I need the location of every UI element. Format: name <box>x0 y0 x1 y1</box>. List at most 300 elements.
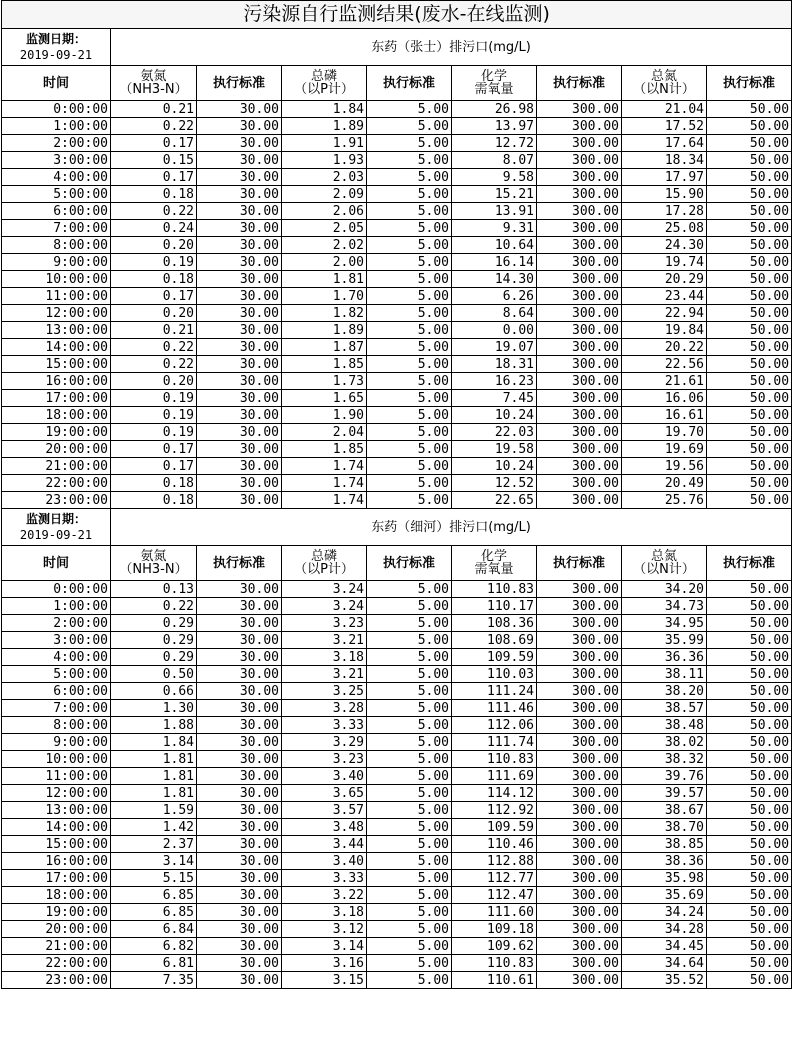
tn-standard: 50.00 <box>707 921 792 938</box>
tn-value: 16.06 <box>622 390 707 407</box>
cod-standard: 300.00 <box>537 683 622 700</box>
header-cod-line1: 化学 <box>480 549 507 564</box>
title-row <box>2 1 792 29</box>
time-cell: 16:00:00 <box>2 373 111 390</box>
time-cell: 3:00:00 <box>2 152 111 169</box>
cod-value: 8.64 <box>452 305 537 322</box>
cod-value: 13.97 <box>452 118 537 135</box>
tp-value: 1.84 <box>282 101 367 118</box>
time-cell: 14:00:00 <box>2 819 111 836</box>
cod-standard: 300.00 <box>537 356 622 373</box>
header-time: 时间 <box>2 66 111 101</box>
cod-standard: 300.00 <box>537 441 622 458</box>
tn-standard: 50.00 <box>707 492 792 509</box>
nh3-standard: 30.00 <box>197 819 282 836</box>
cod-value: 110.83 <box>452 581 537 598</box>
tp-standard: 5.00 <box>367 322 452 339</box>
tn-value: 15.90 <box>622 186 707 203</box>
cod-standard: 300.00 <box>537 305 622 322</box>
tn-value: 16.61 <box>622 407 707 424</box>
time-cell: 18:00:00 <box>2 887 111 904</box>
cod-standard: 300.00 <box>537 666 622 683</box>
nh3-value: 0.17 <box>111 288 197 305</box>
time-cell: 11:00:00 <box>2 288 111 305</box>
tp-value: 1.89 <box>282 118 367 135</box>
time-cell: 21:00:00 <box>2 458 111 475</box>
tp-value: 1.85 <box>282 441 367 458</box>
tp-standard: 5.00 <box>367 768 452 785</box>
cod-value: 110.17 <box>452 598 537 615</box>
tp-standard: 5.00 <box>367 717 452 734</box>
nh3-value: 1.84 <box>111 734 197 751</box>
nh3-standard: 30.00 <box>197 632 282 649</box>
cod-value: 10.64 <box>452 237 537 254</box>
table-row <box>2 904 792 921</box>
time-cell: 22:00:00 <box>2 955 111 972</box>
tp-standard: 5.00 <box>367 118 452 135</box>
nh3-value: 1.42 <box>111 819 197 836</box>
tn-standard: 50.00 <box>707 339 792 356</box>
tn-standard: 50.00 <box>707 836 792 853</box>
header-cod-line2: 需氧量 <box>474 562 514 577</box>
header-cod-line1: 化学 <box>480 69 507 84</box>
nh3-standard: 30.00 <box>197 322 282 339</box>
table-row <box>2 288 792 305</box>
nh3-value: 1.81 <box>111 785 197 802</box>
table-row <box>2 768 792 785</box>
table-row <box>2 220 792 237</box>
monitoring-table <box>1 0 792 989</box>
tn-standard: 50.00 <box>707 169 792 186</box>
tp-standard: 5.00 <box>367 955 452 972</box>
time-cell: 21:00:00 <box>2 938 111 955</box>
tp-value: 3.18 <box>282 649 367 666</box>
header-tp <box>282 546 367 581</box>
nh3-value: 6.85 <box>111 887 197 904</box>
nh3-standard: 30.00 <box>197 649 282 666</box>
tn-value: 21.61 <box>622 373 707 390</box>
tp-standard: 5.00 <box>367 904 452 921</box>
tp-value: 3.21 <box>282 666 367 683</box>
table-row <box>2 492 792 509</box>
cod-value: 112.47 <box>452 887 537 904</box>
nh3-value: 0.22 <box>111 339 197 356</box>
tp-standard: 5.00 <box>367 921 452 938</box>
tn-value: 19.74 <box>622 254 707 271</box>
cod-value: 7.45 <box>452 390 537 407</box>
table-row <box>2 853 792 870</box>
header-nh3 <box>111 546 197 581</box>
cod-value: 12.52 <box>452 475 537 492</box>
tp-value: 3.28 <box>282 700 367 717</box>
tp-value: 1.90 <box>282 407 367 424</box>
tn-standard: 50.00 <box>707 938 792 955</box>
tn-standard: 50.00 <box>707 785 792 802</box>
tn-value: 19.56 <box>622 458 707 475</box>
header-tp <box>282 66 367 101</box>
cod-value: 13.91 <box>452 203 537 220</box>
cod-standard: 300.00 <box>537 373 622 390</box>
nh3-value: 7.35 <box>111 972 197 989</box>
nh3-value: 0.18 <box>111 475 197 492</box>
table-body <box>2 1 792 989</box>
tn-standard: 50.00 <box>707 955 792 972</box>
time-cell: 10:00:00 <box>2 271 111 288</box>
nh3-value: 0.18 <box>111 492 197 509</box>
nh3-standard: 30.00 <box>197 581 282 598</box>
time-cell: 17:00:00 <box>2 390 111 407</box>
tp-value: 3.14 <box>282 938 367 955</box>
time-cell: 19:00:00 <box>2 904 111 921</box>
tn-standard: 50.00 <box>707 356 792 373</box>
cod-value: 22.03 <box>452 424 537 441</box>
tn-value: 38.57 <box>622 700 707 717</box>
nh3-standard: 30.00 <box>197 836 282 853</box>
cod-standard: 300.00 <box>537 186 622 203</box>
cod-value: 19.07 <box>452 339 537 356</box>
nh3-value: 0.17 <box>111 458 197 475</box>
tn-standard: 50.00 <box>707 751 792 768</box>
table-row <box>2 836 792 853</box>
nh3-standard: 30.00 <box>197 853 282 870</box>
nh3-standard: 30.00 <box>197 458 282 475</box>
time-cell: 22:00:00 <box>2 475 111 492</box>
tn-standard: 50.00 <box>707 853 792 870</box>
time-cell: 1:00:00 <box>2 118 111 135</box>
header-cod-line2: 需氧量 <box>474 82 514 97</box>
tp-value: 2.09 <box>282 186 367 203</box>
cod-standard: 300.00 <box>537 785 622 802</box>
tn-value: 39.57 <box>622 785 707 802</box>
cod-value: 111.69 <box>452 768 537 785</box>
nh3-value: 0.13 <box>111 581 197 598</box>
time-cell: 6:00:00 <box>2 203 111 220</box>
tn-value: 38.36 <box>622 853 707 870</box>
nh3-value: 0.24 <box>111 220 197 237</box>
tp-standard: 5.00 <box>367 972 452 989</box>
monitor-date-label: 监测日期： <box>25 32 86 46</box>
tn-standard: 50.00 <box>707 322 792 339</box>
header-tp-line1: 总磷 <box>310 69 337 84</box>
time-cell: 9:00:00 <box>2 734 111 751</box>
tp-standard: 5.00 <box>367 254 452 271</box>
sheet-title: 污染源自行监测结果(废水-在线监测) <box>2 1 792 29</box>
cod-standard: 300.00 <box>537 152 622 169</box>
header-tn-standard: 执行标准 <box>707 66 792 101</box>
tn-standard: 50.00 <box>707 135 792 152</box>
time-cell: 7:00:00 <box>2 700 111 717</box>
cod-standard: 300.00 <box>537 288 622 305</box>
table-row <box>2 683 792 700</box>
nh3-value: 0.22 <box>111 356 197 373</box>
time-cell: 13:00:00 <box>2 322 111 339</box>
time-cell: 4:00:00 <box>2 649 111 666</box>
nh3-standard: 30.00 <box>197 972 282 989</box>
tn-standard: 50.00 <box>707 768 792 785</box>
cod-value: 12.72 <box>452 135 537 152</box>
tn-standard: 50.00 <box>707 118 792 135</box>
header-tn-line2: （以N计） <box>633 562 695 577</box>
cod-standard: 300.00 <box>537 870 622 887</box>
tn-value: 17.64 <box>622 135 707 152</box>
header-tn-line1: 总氮 <box>650 549 677 564</box>
tp-value: 3.25 <box>282 683 367 700</box>
tp-value: 1.74 <box>282 475 367 492</box>
cod-value: 112.77 <box>452 870 537 887</box>
header-cod-standard: 执行标准 <box>537 66 622 101</box>
time-cell: 10:00:00 <box>2 751 111 768</box>
tp-standard: 5.00 <box>367 373 452 390</box>
table-row <box>2 751 792 768</box>
cod-value: 110.46 <box>452 836 537 853</box>
section-info-row <box>2 509 792 546</box>
tn-value: 19.69 <box>622 441 707 458</box>
table-row <box>2 972 792 989</box>
table-row <box>2 322 792 339</box>
header-tn-standard: 执行标准 <box>707 546 792 581</box>
time-cell: 6:00:00 <box>2 683 111 700</box>
tn-value: 35.69 <box>622 887 707 904</box>
tp-standard: 5.00 <box>367 492 452 509</box>
tp-standard: 5.00 <box>367 152 452 169</box>
nh3-value: 1.81 <box>111 751 197 768</box>
tn-value: 17.52 <box>622 118 707 135</box>
tn-value: 35.99 <box>622 632 707 649</box>
tp-value: 1.87 <box>282 339 367 356</box>
time-cell: 20:00:00 <box>2 441 111 458</box>
cod-value: 6.26 <box>452 288 537 305</box>
column-header-row <box>2 546 792 581</box>
cod-value: 111.24 <box>452 683 537 700</box>
tp-standard: 5.00 <box>367 938 452 955</box>
tn-standard: 50.00 <box>707 734 792 751</box>
time-cell: 12:00:00 <box>2 785 111 802</box>
nh3-standard: 30.00 <box>197 492 282 509</box>
tn-value: 34.24 <box>622 904 707 921</box>
table-row <box>2 581 792 598</box>
nh3-standard: 30.00 <box>197 356 282 373</box>
nh3-standard: 30.00 <box>197 666 282 683</box>
header-nh3 <box>111 66 197 101</box>
cod-value: 112.06 <box>452 717 537 734</box>
tp-value: 1.89 <box>282 322 367 339</box>
table-row <box>2 632 792 649</box>
nh3-standard: 30.00 <box>197 785 282 802</box>
cod-value: 109.62 <box>452 938 537 955</box>
table-row <box>2 390 792 407</box>
tn-value: 20.49 <box>622 475 707 492</box>
tn-value: 22.56 <box>622 356 707 373</box>
tp-value: 3.65 <box>282 785 367 802</box>
cod-standard: 300.00 <box>537 853 622 870</box>
tp-value: 3.29 <box>282 734 367 751</box>
time-cell: 4:00:00 <box>2 169 111 186</box>
nh3-standard: 30.00 <box>197 475 282 492</box>
tp-standard: 5.00 <box>367 734 452 751</box>
cod-standard: 300.00 <box>537 751 622 768</box>
tn-value: 34.28 <box>622 921 707 938</box>
cod-value: 109.59 <box>452 649 537 666</box>
cod-standard: 300.00 <box>537 407 622 424</box>
tn-standard: 50.00 <box>707 220 792 237</box>
cod-value: 111.60 <box>452 904 537 921</box>
table-row <box>2 666 792 683</box>
header-tn <box>622 546 707 581</box>
nh3-value: 0.29 <box>111 649 197 666</box>
tn-standard: 50.00 <box>707 271 792 288</box>
tp-value: 3.23 <box>282 751 367 768</box>
nh3-value: 0.21 <box>111 101 197 118</box>
tn-standard: 50.00 <box>707 424 792 441</box>
tp-standard: 5.00 <box>367 632 452 649</box>
header-tp-standard: 执行标准 <box>367 546 452 581</box>
tn-standard: 50.00 <box>707 288 792 305</box>
tn-value: 18.34 <box>622 152 707 169</box>
tn-standard: 50.00 <box>707 972 792 989</box>
table-row <box>2 717 792 734</box>
nh3-standard: 30.00 <box>197 904 282 921</box>
table-row <box>2 649 792 666</box>
table-row <box>2 237 792 254</box>
nh3-standard: 30.00 <box>197 339 282 356</box>
table-row <box>2 887 792 904</box>
nh3-value: 0.22 <box>111 118 197 135</box>
table-row <box>2 598 792 615</box>
nh3-value: 0.17 <box>111 441 197 458</box>
tn-value: 34.95 <box>622 615 707 632</box>
nh3-standard: 30.00 <box>197 441 282 458</box>
tn-standard: 50.00 <box>707 649 792 666</box>
table-row <box>2 271 792 288</box>
column-header-row <box>2 66 792 101</box>
header-cod <box>452 546 537 581</box>
cod-standard: 300.00 <box>537 819 622 836</box>
tp-standard: 5.00 <box>367 305 452 322</box>
nh3-standard: 30.00 <box>197 169 282 186</box>
tn-value: 38.20 <box>622 683 707 700</box>
tp-standard: 5.00 <box>367 169 452 186</box>
tp-standard: 5.00 <box>367 785 452 802</box>
tp-value: 2.03 <box>282 169 367 186</box>
tn-standard: 50.00 <box>707 441 792 458</box>
time-cell: 0:00:00 <box>2 581 111 598</box>
tp-value: 3.24 <box>282 598 367 615</box>
table-row <box>2 700 792 717</box>
nh3-value: 0.20 <box>111 305 197 322</box>
tp-value: 3.57 <box>282 802 367 819</box>
cod-standard: 300.00 <box>537 836 622 853</box>
tp-value: 3.15 <box>282 972 367 989</box>
nh3-standard: 30.00 <box>197 152 282 169</box>
tp-standard: 5.00 <box>367 186 452 203</box>
cod-value: 108.69 <box>452 632 537 649</box>
tp-standard: 5.00 <box>367 390 452 407</box>
table-row <box>2 152 792 169</box>
tp-value: 3.12 <box>282 921 367 938</box>
nh3-value: 1.88 <box>111 717 197 734</box>
cod-value: 10.24 <box>452 407 537 424</box>
tp-value: 1.85 <box>282 356 367 373</box>
monitor-date: 2019-09-21 <box>19 528 93 542</box>
nh3-value: 0.29 <box>111 615 197 632</box>
table-row <box>2 186 792 203</box>
nh3-value: 0.20 <box>111 373 197 390</box>
cod-standard: 300.00 <box>537 220 622 237</box>
header-tn-line1: 总氮 <box>650 69 677 84</box>
nh3-standard: 30.00 <box>197 305 282 322</box>
time-cell: 3:00:00 <box>2 632 111 649</box>
nh3-value: 0.18 <box>111 271 197 288</box>
tn-standard: 50.00 <box>707 237 792 254</box>
cod-standard: 300.00 <box>537 955 622 972</box>
tp-value: 1.73 <box>282 373 367 390</box>
outlet-name: 东药（细河）排污口(mg/L) <box>111 509 792 546</box>
time-cell: 5:00:00 <box>2 666 111 683</box>
monitor-date-cell <box>2 29 111 66</box>
cod-standard: 300.00 <box>537 492 622 509</box>
tn-value: 35.52 <box>622 972 707 989</box>
table-row <box>2 407 792 424</box>
table-row <box>2 373 792 390</box>
tn-value: 38.11 <box>622 666 707 683</box>
table-row <box>2 118 792 135</box>
tp-value: 2.02 <box>282 237 367 254</box>
nh3-standard: 30.00 <box>197 938 282 955</box>
cod-value: 16.23 <box>452 373 537 390</box>
table-row <box>2 955 792 972</box>
cod-standard: 300.00 <box>537 581 622 598</box>
tn-standard: 50.00 <box>707 407 792 424</box>
nh3-value: 1.81 <box>111 768 197 785</box>
tp-value: 3.33 <box>282 717 367 734</box>
nh3-value: 0.20 <box>111 237 197 254</box>
nh3-value: 0.17 <box>111 169 197 186</box>
time-cell: 2:00:00 <box>2 135 111 152</box>
nh3-standard: 30.00 <box>197 921 282 938</box>
cod-standard: 300.00 <box>537 424 622 441</box>
header-tp-line2: （以P计） <box>294 82 354 97</box>
tp-value: 2.05 <box>282 220 367 237</box>
header-tp-line1: 总磷 <box>310 549 337 564</box>
header-nh3-line2: （NH3-N） <box>119 82 188 97</box>
cod-value: 114.12 <box>452 785 537 802</box>
tp-standard: 5.00 <box>367 819 452 836</box>
header-tn <box>622 66 707 101</box>
header-nh3-standard: 执行标准 <box>197 66 282 101</box>
table-row <box>2 424 792 441</box>
cod-standard: 300.00 <box>537 598 622 615</box>
time-cell: 16:00:00 <box>2 853 111 870</box>
cod-value: 26.98 <box>452 101 537 118</box>
nh3-value: 0.19 <box>111 424 197 441</box>
nh3-standard: 30.00 <box>197 598 282 615</box>
cod-value: 19.58 <box>452 441 537 458</box>
cod-value: 9.58 <box>452 169 537 186</box>
tn-standard: 50.00 <box>707 632 792 649</box>
tp-standard: 5.00 <box>367 700 452 717</box>
table-row <box>2 802 792 819</box>
cod-standard: 300.00 <box>537 887 622 904</box>
tp-standard: 5.00 <box>367 424 452 441</box>
nh3-value: 6.81 <box>111 955 197 972</box>
table-row <box>2 356 792 373</box>
tp-value: 3.18 <box>282 904 367 921</box>
nh3-value: 6.84 <box>111 921 197 938</box>
tn-standard: 50.00 <box>707 186 792 203</box>
table-row <box>2 203 792 220</box>
cod-value: 110.83 <box>452 955 537 972</box>
tn-value: 22.94 <box>622 305 707 322</box>
